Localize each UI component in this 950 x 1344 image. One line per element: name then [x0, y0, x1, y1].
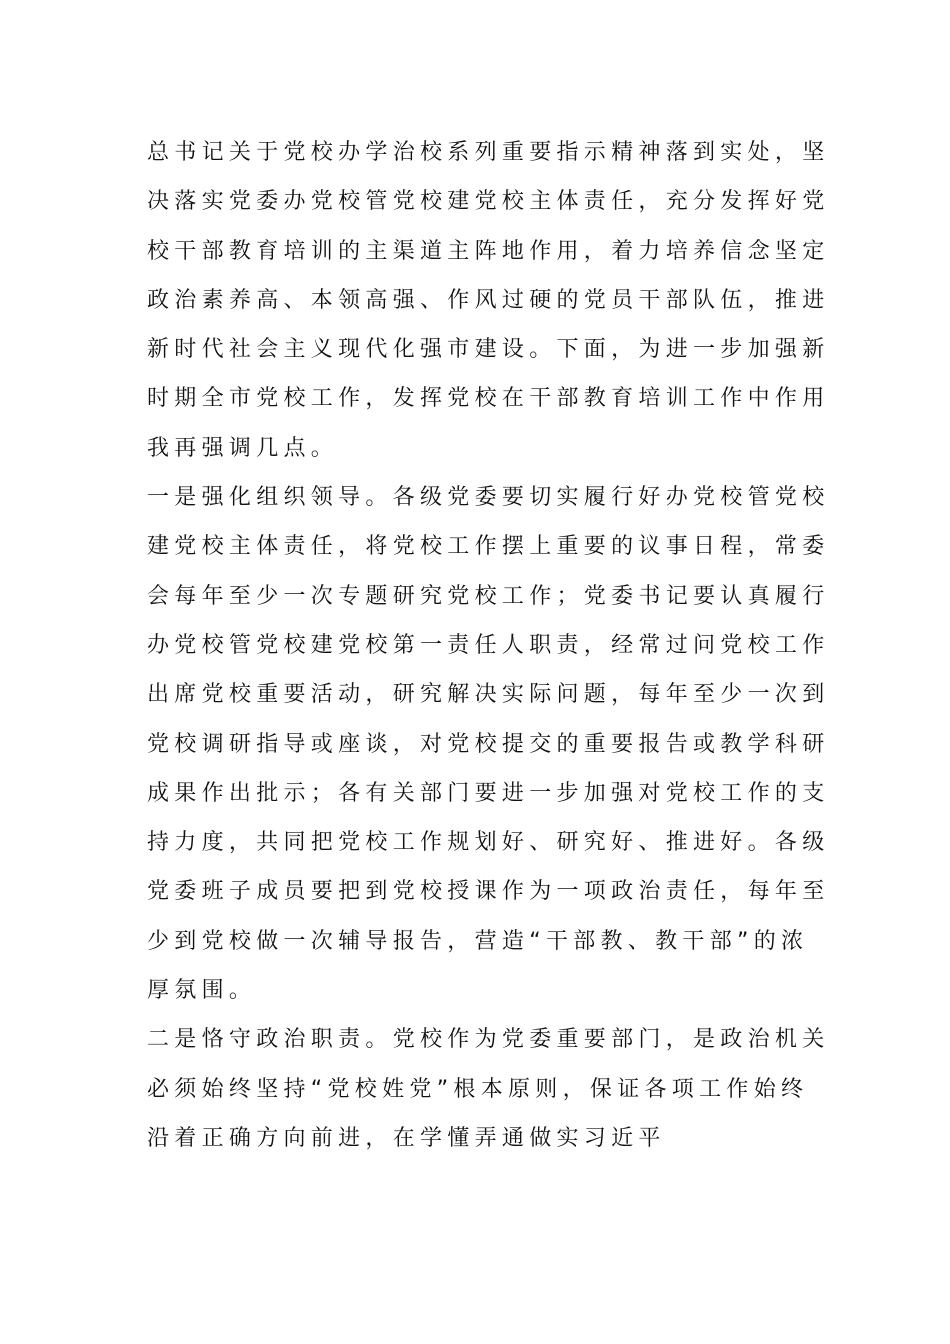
text-line: 沿着正确方向前进，在学懂弄通做实习近平	[147, 1125, 666, 1151]
text-line: 时期全市党校工作，发挥党校在干部教育培训工作中作用	[147, 386, 830, 412]
text-line: 成果作出批示；各有关部门要进一步加强对党校工作的支	[147, 780, 830, 806]
text-line: 一是强化组织领导。各级党委要切实履行好办党校管党校	[147, 485, 830, 511]
text-line: 厚氛围。	[147, 978, 257, 1004]
text-line: 我再强调几点。	[147, 435, 339, 461]
text-line: 新时代社会主义现代化强市建设。下面，为进一步加强新	[147, 337, 830, 363]
text-line: 决落实党委办党校管党校建党校主体责任，充分发挥好党	[147, 189, 830, 215]
text-line: 必须始终坚持“党校姓党”根本原则，保证各项工作始终	[147, 1076, 809, 1102]
text-line: 办党校管党校建党校第一责任人职责，经常过问党校工作	[147, 632, 830, 658]
text-line: 会每年至少一次专题研究党校工作；党委书记要认真履行	[147, 583, 830, 609]
text-line: 少到党校做一次辅导报告，营造“干部教、教干部”的浓	[147, 928, 809, 954]
text-line: 出席党校重要活动，研究解决实际问题，每年至少一次到	[147, 682, 830, 708]
document-body	[147, 128, 830, 1163]
text-line: 政治素养高、本领高强、作风过硬的党员干部队伍，推进	[147, 287, 830, 313]
text-line: 校干部教育培训的主渠道主阵地作用，着力培养信念坚定	[147, 238, 830, 264]
text-line: 二是恪守政治职责。党校作为党委重要部门，是政治机关	[147, 1027, 830, 1053]
text-line: 建党校主体责任，将党校工作摆上重要的议事日程，常委	[147, 534, 830, 560]
text-line: 总书记关于党校办学治校系列重要指示精神落到实处，坚	[147, 140, 830, 165]
text-line: 持力度，共同把党校工作规划好、研究好、推进好。各级	[147, 830, 830, 856]
text-line: 党委班子成员要把到党校授课作为一项政治责任，每年至	[147, 879, 830, 905]
text-line: 党校调研指导或座谈，对党校提交的重要报告或教学科研	[147, 731, 830, 757]
